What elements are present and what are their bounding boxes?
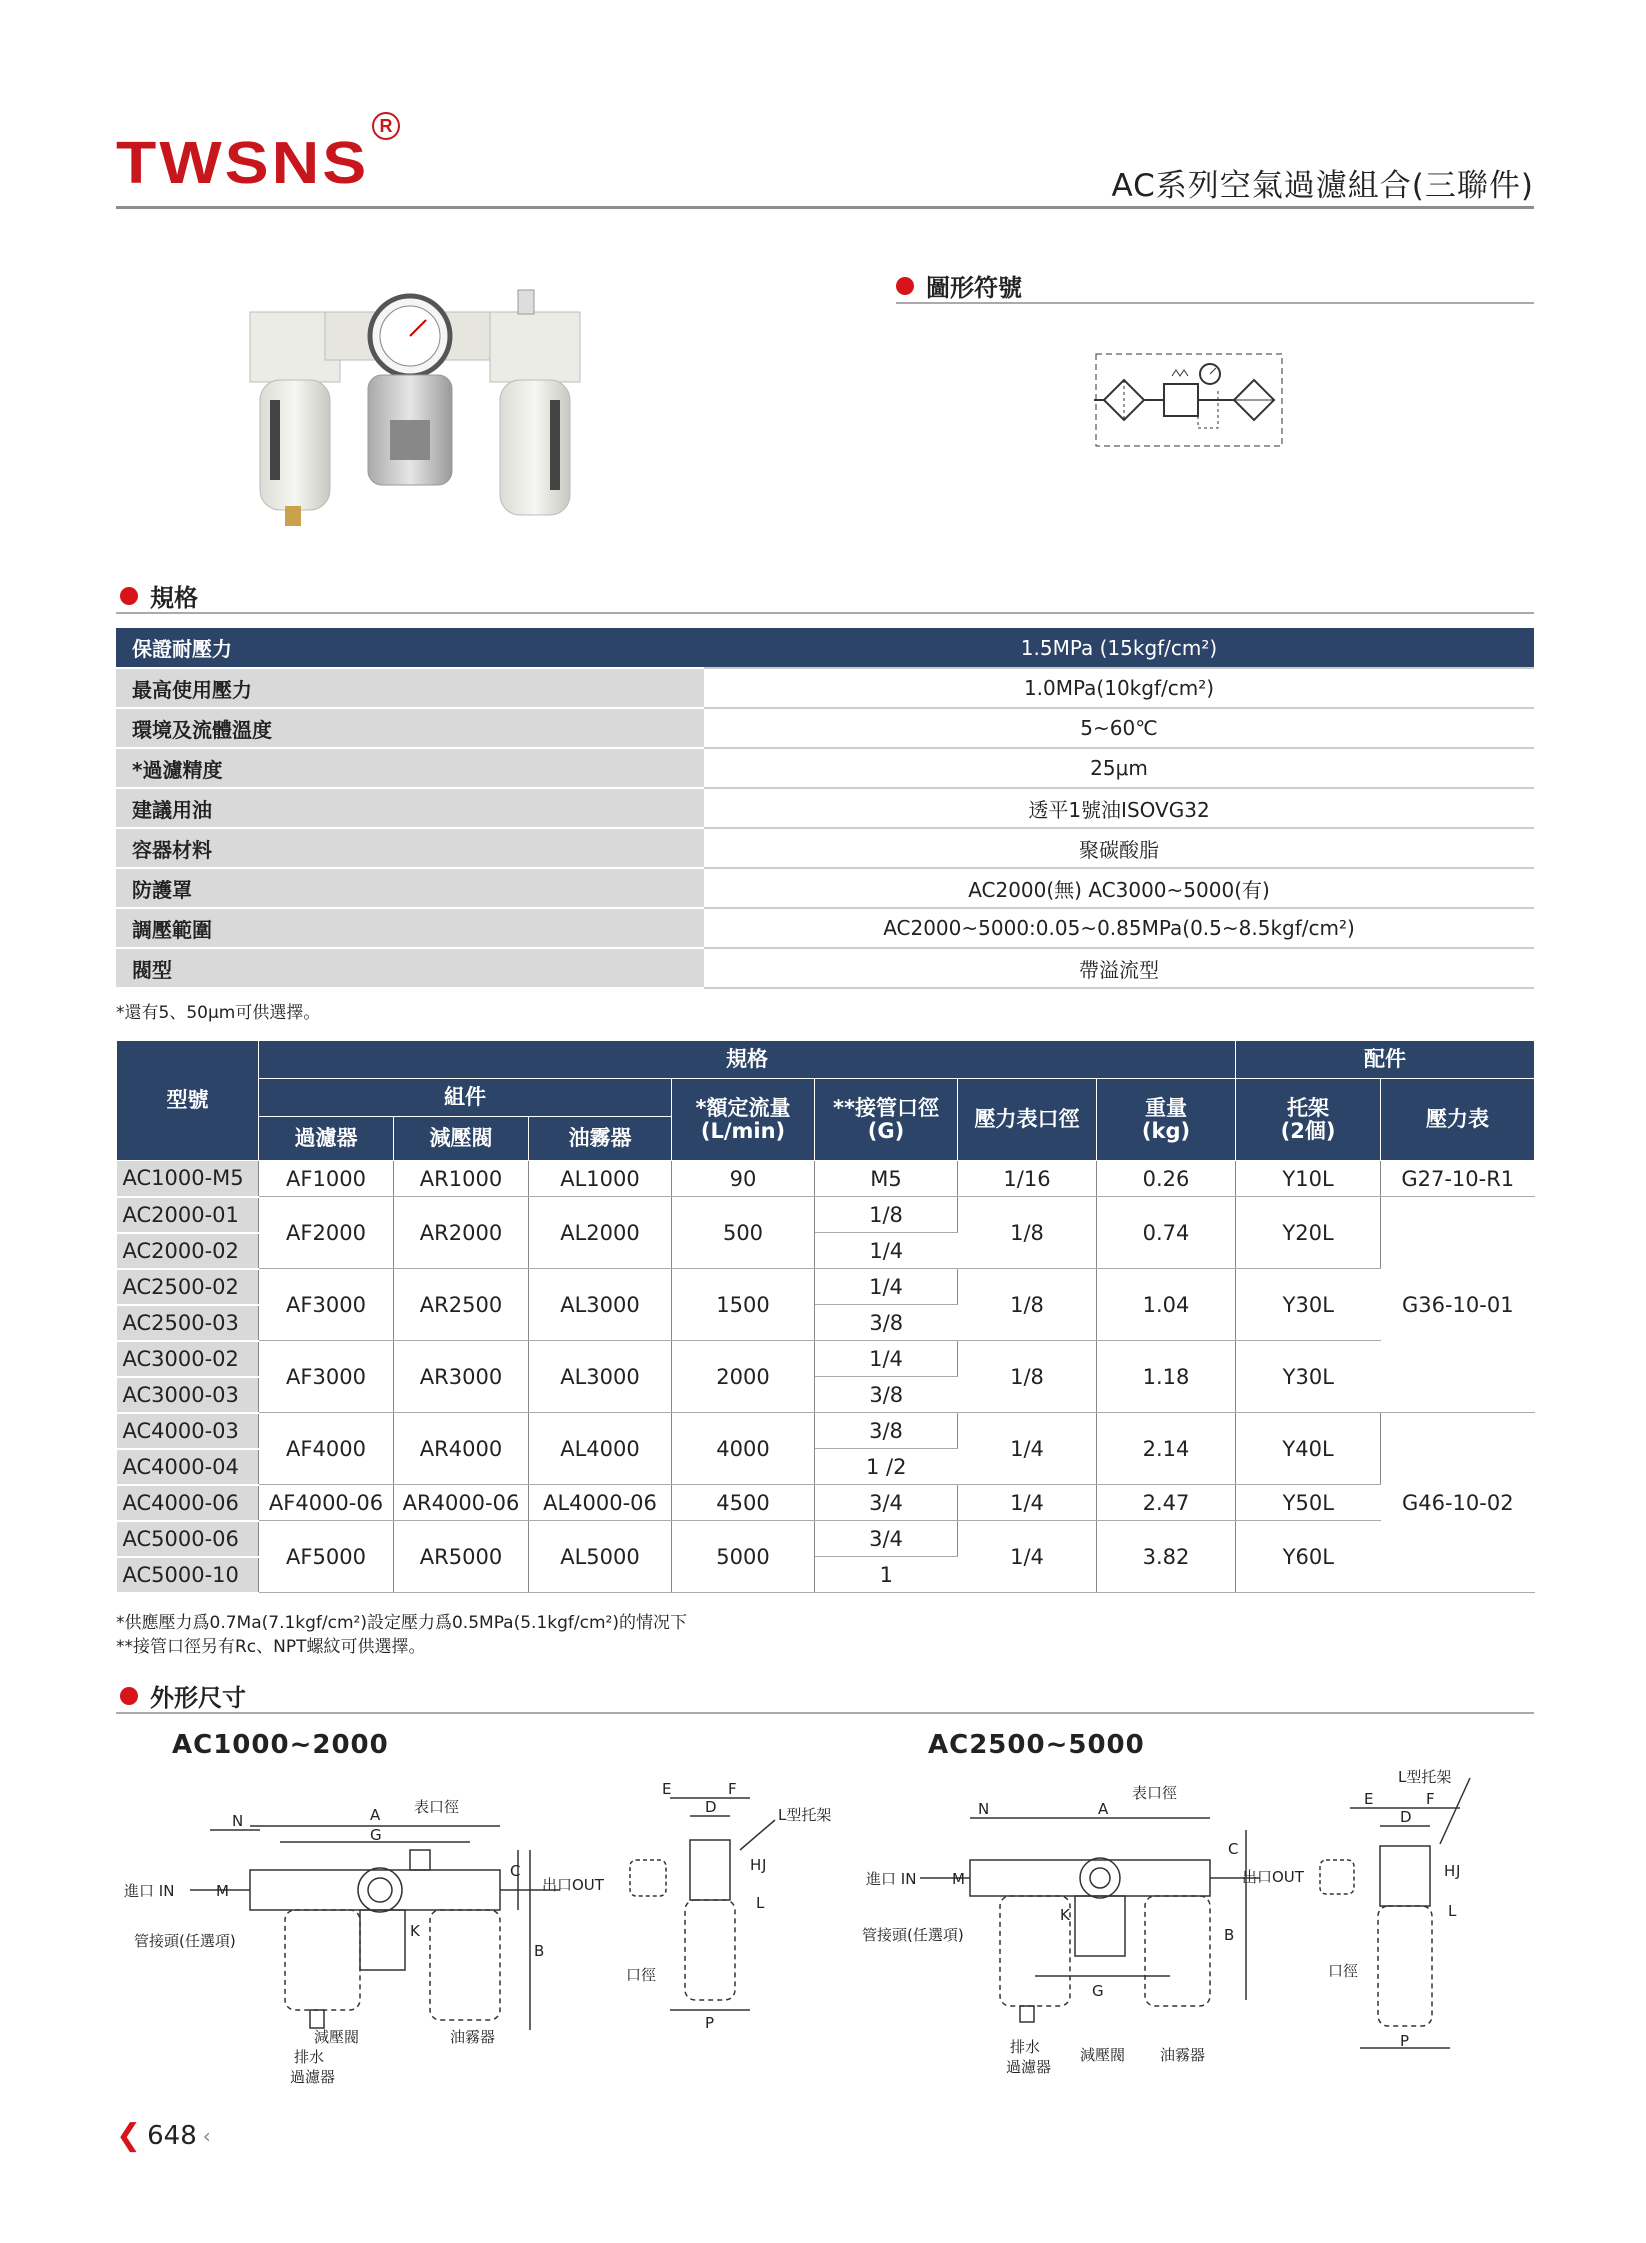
dimension-drawing-right-front: [860, 1784, 1310, 2080]
section-rule: [116, 1712, 1534, 1714]
dimension-drawing-left-front: [124, 1790, 630, 2090]
regulator-cell: AR4000: [394, 1413, 529, 1485]
flow-cell: 4000: [672, 1413, 815, 1485]
spec-value: 5~60℃: [704, 708, 1534, 748]
filter-cell: AF5000: [259, 1521, 394, 1593]
dim-label-a: A: [1098, 1800, 1109, 1818]
col-accessory-group: 配件: [1236, 1041, 1535, 1079]
dim-label-c: C: [1228, 1840, 1239, 1858]
dim-label-n: N: [978, 1800, 990, 1818]
port-cell: 3/8: [815, 1377, 958, 1413]
gauge-port-cell: 1/16: [958, 1161, 1097, 1197]
gauge-port-label: 表口徑: [1132, 1784, 1178, 1802]
dim-label-k: K: [1060, 1906, 1070, 1924]
gauge-port-cell: 1/4: [958, 1485, 1097, 1521]
dim-label-m: M: [216, 1882, 229, 1900]
chevron-left-icon: ❮: [116, 2118, 142, 2153]
filter-label: 過濾器: [290, 2068, 336, 2086]
spec-key: 容器材料: [116, 828, 704, 868]
col-gauge: 壓力表: [1381, 1079, 1535, 1161]
drawing-title-right: AC2500~5000: [928, 1730, 1145, 1760]
spec-row: [116, 748, 1534, 788]
outlet-label: 出口OUT: [1242, 1868, 1304, 1886]
spec-value: AC2000~5000:0.05~0.85MPa(0.5~8.5kgf/cm²): [704, 908, 1534, 948]
bracket-cell: Y10L: [1236, 1161, 1381, 1197]
symbol-section-title: 圖形符號: [896, 268, 1022, 303]
dimension-drawing-right-side: [1300, 1756, 1530, 2056]
spec-row: [116, 788, 1534, 828]
weight-cell: 0.26: [1097, 1161, 1236, 1197]
regulator-cell: AR4000-06: [394, 1485, 529, 1521]
table-row: [117, 1485, 1535, 1521]
model-cell: AC4000-04: [117, 1449, 259, 1485]
dim-label-h: H: [750, 1856, 762, 1874]
table-note-2: **接管口徑另有Rc、NPT螺紋可供選擇。: [116, 1637, 426, 1657]
regulator-cell: AR3000: [394, 1341, 529, 1413]
gauge-cell: G46-10-02: [1381, 1413, 1535, 1593]
bracket-cell: Y60L: [1236, 1521, 1381, 1593]
section-rule: [116, 612, 1534, 614]
spec-value: 透平1號油ISOVG32: [704, 788, 1534, 828]
spec-key: 調壓範圍: [116, 908, 704, 948]
filter-cell: AF1000: [259, 1161, 394, 1197]
regulator-label: 減壓閥: [314, 2028, 360, 2046]
brand-logo: TWSNS: [116, 128, 370, 196]
spec-key: *過濾精度: [116, 748, 704, 788]
table-row: [117, 1341, 1535, 1377]
table-row: [117, 1413, 1535, 1449]
gauge-cell: G36-10-01: [1381, 1197, 1535, 1413]
table-note-1: *供應壓力爲0.7Ma(7.1kgf/cm²)設定壓力爲0.5MPa(5.1kgf/cm²)的情况下: [116, 1613, 687, 1633]
weight-cell: 1.04: [1097, 1269, 1236, 1341]
port-cell: 1/4: [815, 1269, 958, 1305]
dim-label-d: D: [1400, 1808, 1412, 1826]
dim-label-b: B: [534, 1942, 545, 1960]
col-flow: *額定流量 (L/min): [672, 1079, 815, 1161]
bracket-cell: Y40L: [1236, 1413, 1381, 1485]
model-cell: AC1000-M5: [117, 1161, 259, 1197]
dimensions-section-title: 外形尺寸: [120, 1678, 246, 1713]
spec-row: [116, 868, 1534, 908]
col-regulator: 減壓閥: [394, 1117, 529, 1161]
port-label: 口徑: [1328, 1962, 1359, 1980]
gauge-port-cell: 1/4: [958, 1413, 1097, 1485]
spec-value: 1.5MPa (15kgf/cm²): [704, 628, 1534, 668]
col-filter: 過濾器: [259, 1117, 394, 1161]
header-rule: [116, 206, 1534, 209]
gauge-port-cell: 1/8: [958, 1269, 1097, 1341]
bracket-label: L型托架: [778, 1806, 832, 1824]
port-label: 口徑: [626, 1966, 657, 1984]
spec-key: 防護罩: [116, 868, 704, 908]
filter-cell: AF3000: [259, 1341, 394, 1413]
dim-label-g: G: [1092, 1982, 1104, 2000]
inlet-label: 進口 IN: [866, 1870, 917, 1888]
dim-label-k: K: [410, 1922, 420, 1940]
model-cell: AC3000-02: [117, 1341, 259, 1377]
outlet-label: 出口OUT: [542, 1876, 604, 1894]
spec-value: AC2000(無) AC3000~5000(有): [704, 868, 1534, 908]
port-cell: 3/4: [815, 1521, 958, 1557]
spec-value: 帶溢流型: [704, 948, 1534, 988]
dim-label-l: L: [1448, 1902, 1457, 1920]
regulator-cell: AR1000: [394, 1161, 529, 1197]
lubricator-cell: AL5000: [529, 1521, 672, 1593]
dim-label-a: A: [370, 1806, 381, 1824]
spec-key: 最高使用壓力: [116, 668, 704, 708]
table-row: [117, 1269, 1535, 1305]
spec-row: [116, 948, 1534, 988]
spec-row: [116, 708, 1534, 748]
regulator-label: 減壓閥: [1080, 2046, 1126, 2064]
table-row: [117, 1161, 1535, 1197]
spec-key: 閥型: [116, 948, 704, 988]
gauge-port-cell: 1/8: [958, 1341, 1097, 1413]
dim-label-e: E: [1364, 1790, 1374, 1808]
dim-label-p: P: [1400, 2032, 1410, 2050]
spec-key: 環境及流體溫度: [116, 708, 704, 748]
bracket-cell: Y50L: [1236, 1485, 1381, 1521]
dimension-drawing-left-side: [610, 1780, 850, 2040]
dim-label-h: H: [1444, 1862, 1456, 1880]
port-cell: 3/8: [815, 1305, 958, 1341]
bracket-cell: Y30L: [1236, 1341, 1381, 1413]
spec-value: 25μm: [704, 748, 1534, 788]
regulator-cell: AR5000: [394, 1521, 529, 1593]
fitting-label: 管接頭(任選項): [134, 1932, 236, 1950]
bullet-dot-icon: [896, 277, 914, 295]
spec-key: 保證耐壓力: [116, 628, 704, 668]
spec-value: 聚碳酸脂: [704, 828, 1534, 868]
page-number: ❮ 648 ‹: [116, 2118, 211, 2153]
gauge-port-cell: 1/4: [958, 1521, 1097, 1593]
dim-label-f: F: [728, 1780, 737, 1798]
drain-label: 排水: [1010, 2038, 1041, 2056]
filter-cell: AF4000-06: [259, 1485, 394, 1521]
model-cell: AC2500-02: [117, 1269, 259, 1305]
spec-row: [116, 628, 1534, 668]
weight-cell: 1.18: [1097, 1341, 1236, 1413]
dim-label-f: F: [1426, 1790, 1435, 1808]
table-row: [117, 1197, 1535, 1233]
bullet-dot-icon: [120, 1687, 138, 1705]
spec-key: 建議用油: [116, 788, 704, 828]
dim-label-n: N: [232, 1812, 244, 1830]
col-bracket: 托架 (2個): [1236, 1079, 1381, 1161]
col-lubricator: 油霧器: [529, 1117, 672, 1161]
col-gauge-port: 壓力表口徑: [958, 1079, 1097, 1161]
spec-value: 1.0MPa(10kgf/cm²): [704, 668, 1534, 708]
filter-cell: AF2000: [259, 1197, 394, 1269]
lubricator-label: 油霧器: [450, 2028, 496, 2046]
lubricator-cell: AL2000: [529, 1197, 672, 1269]
spec-row: [116, 668, 1534, 708]
weight-cell: 0.74: [1097, 1197, 1236, 1269]
flow-cell: 5000: [672, 1521, 815, 1593]
port-cell: 1 /2: [815, 1449, 958, 1485]
weight-cell: 2.14: [1097, 1413, 1236, 1485]
spec-table: [116, 628, 1534, 989]
bracket-label: L型托架: [1398, 1768, 1452, 1786]
port-cell: 1/8: [815, 1197, 958, 1233]
drain-label: 排水: [294, 2048, 325, 2066]
spec-note: *還有5、50μm可供選擇。: [116, 1003, 321, 1023]
inlet-label: 進口 IN: [124, 1882, 175, 1900]
col-component-group: 組件: [259, 1079, 672, 1117]
registered-mark: R: [372, 112, 400, 140]
lubricator-cell: AL3000: [529, 1269, 672, 1341]
lubricator-label: 油霧器: [1160, 2046, 1206, 2064]
dim-label-d: D: [705, 1798, 717, 1816]
section-rule: [896, 302, 1534, 304]
gauge-port-cell: 1/8: [958, 1197, 1097, 1269]
flow-cell: 90: [672, 1161, 815, 1197]
model-cell: AC5000-10: [117, 1557, 259, 1593]
flow-cell: 2000: [672, 1341, 815, 1413]
spec-row: [116, 828, 1534, 868]
filter-cell: AF4000: [259, 1413, 394, 1485]
lubricator-cell: AL4000-06: [529, 1485, 672, 1521]
bracket-cell: Y30L: [1236, 1269, 1381, 1341]
lubricator-cell: AL1000: [529, 1161, 672, 1197]
port-cell: 1/4: [815, 1233, 958, 1269]
chevron-left-small-icon: ‹: [202, 2123, 211, 2148]
lubricator-cell: AL4000: [529, 1413, 672, 1485]
flow-cell: 500: [672, 1197, 815, 1269]
regulator-cell: AR2500: [394, 1269, 529, 1341]
product-image: [240, 270, 600, 555]
dim-label-l: L: [756, 1894, 765, 1912]
port-cell: M5: [815, 1161, 958, 1197]
fitting-label: 管接頭(任選項): [862, 1926, 964, 1944]
dim-label-p: P: [705, 2014, 715, 2032]
port-cell: 3/4: [815, 1485, 958, 1521]
document-title: AC系列空氣過濾組合(三聯件): [1111, 168, 1534, 204]
model-cell: AC2000-01: [117, 1197, 259, 1233]
model-cell: AC5000-06: [117, 1521, 259, 1557]
model-cell: AC4000-03: [117, 1413, 259, 1449]
pneumatic-symbol-diagram: [1094, 352, 1284, 448]
port-cell: 1/4: [815, 1341, 958, 1377]
weight-cell: 3.82: [1097, 1521, 1236, 1593]
model-table: [116, 1040, 1535, 1594]
dim-label-m: M: [952, 1870, 965, 1888]
filter-cell: AF3000: [259, 1269, 394, 1341]
col-weight: 重量 (kg): [1097, 1079, 1236, 1161]
port-cell: 3/8: [815, 1413, 958, 1449]
model-cell: AC2500-03: [117, 1305, 259, 1341]
dim-label-j: J: [1456, 1862, 1461, 1880]
model-cell: AC4000-06: [117, 1485, 259, 1521]
filter-label: 過濾器: [1006, 2058, 1052, 2076]
port-cell: 1: [815, 1557, 958, 1593]
bracket-cell: Y20L: [1236, 1197, 1381, 1269]
regulator-cell: AR2000: [394, 1197, 529, 1269]
col-port: **接管口徑 (G): [815, 1079, 958, 1161]
dim-label-j: J: [762, 1856, 767, 1874]
dim-label-e: E: [662, 1780, 672, 1798]
model-cell: AC3000-03: [117, 1377, 259, 1413]
drawing-title-left: AC1000~2000: [172, 1730, 389, 1760]
dim-label-b: B: [1224, 1926, 1235, 1944]
bullet-dot-icon: [120, 587, 138, 605]
flow-cell: 4500: [672, 1485, 815, 1521]
gauge-port-label: 表口徑: [414, 1798, 460, 1816]
gauge-cell: G27-10-R1: [1381, 1161, 1535, 1197]
col-model: 型號: [117, 1041, 259, 1161]
col-spec-group: 規格: [259, 1041, 1236, 1079]
lubricator-cell: AL3000: [529, 1341, 672, 1413]
specs-section-title: 規格: [120, 578, 198, 613]
dim-label-g: G: [370, 1826, 382, 1844]
flow-cell: 1500: [672, 1269, 815, 1341]
weight-cell: 2.47: [1097, 1485, 1236, 1521]
dim-label-c: C: [510, 1862, 521, 1880]
model-cell: AC2000-02: [117, 1233, 259, 1269]
table-row: [117, 1521, 1535, 1557]
spec-row: [116, 908, 1534, 948]
